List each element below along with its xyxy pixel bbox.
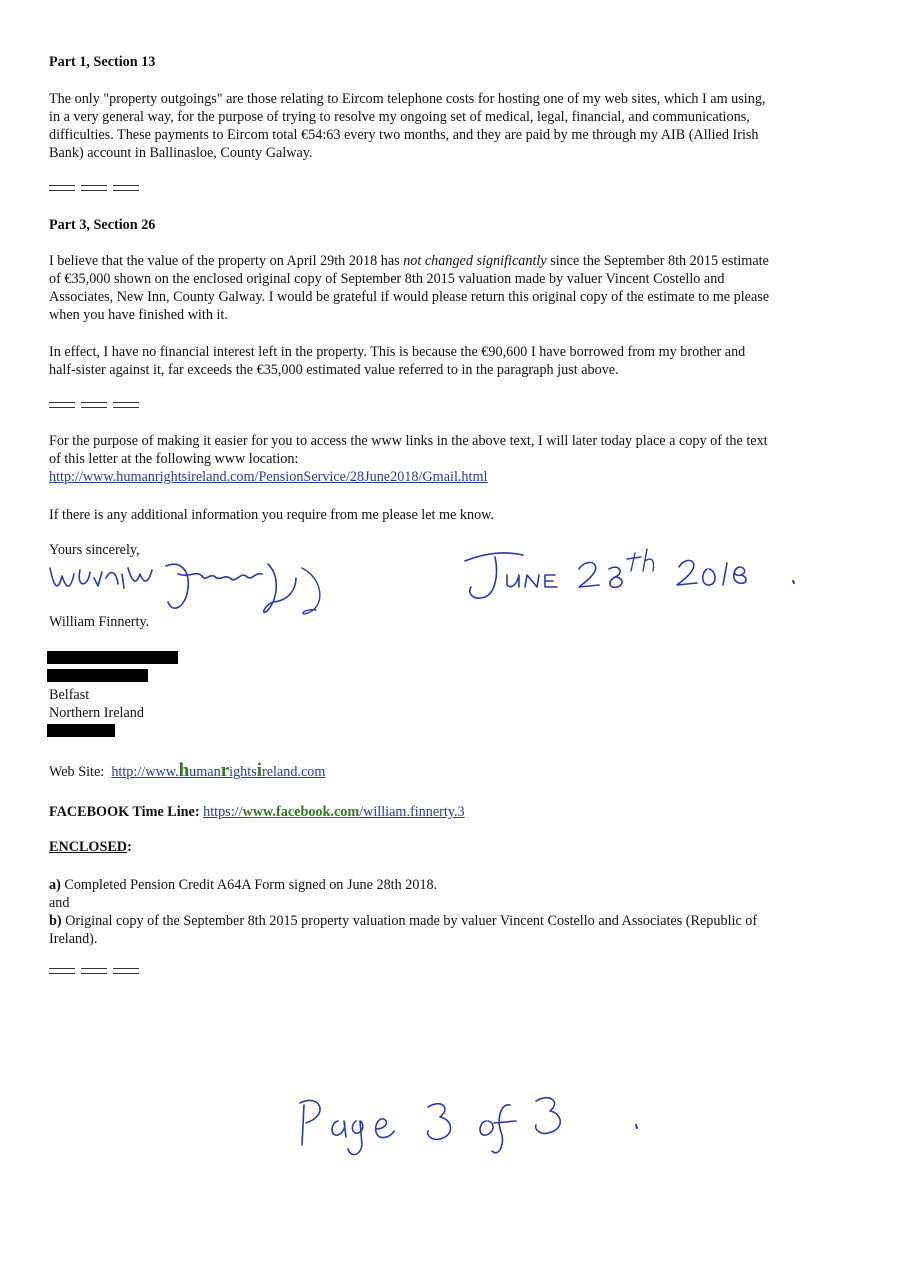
links-note-line-1: For the purpose of making it easier for you to access the www links in the above text, I will later today place a copy of the text — [49, 433, 768, 449]
enclosed-list — [49, 876, 869, 948]
part3-p1-line1-before: I believe that the value of the property on April 29th 2018 has — [49, 253, 404, 269]
website-url-prefix: http://www. — [111, 764, 179, 780]
website-letter-r: r — [220, 760, 230, 781]
enclosed-and: and — [49, 895, 70, 911]
part3-heading: Part 3, Section 26 — [49, 217, 156, 233]
enclosed-item-b-label: b) — [49, 913, 62, 929]
separator-1 — [49, 185, 139, 191]
part3-p1-line-3: Associates, New Inn, County Galway. I would be grateful if would please return this original copy of the estimate to me please — [49, 289, 770, 305]
part3-p1-line1-after: since the September 8th 2015 estimate — [546, 253, 769, 269]
part1-line-2: in a very general way, for the purpose of trying to resolve my ongoing set of medical, legal, financial, and communications, — [49, 109, 750, 125]
links-note-line-2: of this letter at the following www location: — [49, 451, 299, 467]
website-letter-i: i — [256, 760, 262, 781]
website-link[interactable] — [111, 760, 326, 781]
redaction-bar-1 — [47, 651, 178, 664]
handwritten-date — [395, 545, 815, 615]
separator-3 — [49, 968, 139, 974]
website-part-reland: reland.com — [262, 764, 326, 780]
website-part-uman: uman — [189, 764, 221, 780]
part3-paragraph-2 — [49, 343, 869, 379]
enclosed-heading: ENCLOSED — [49, 839, 128, 855]
part3-p2-line-2: half-sister against it, far exceeds the €35,000 estimated value referred to in the paragraph just above. — [49, 362, 619, 378]
part1-heading: Part 1, Section 13 — [49, 54, 156, 70]
redaction-bar-3 — [47, 724, 115, 737]
handwritten-page-note — [290, 1085, 650, 1165]
enclosed-item-b-line1: Original copy of the September 8th 2015 property valuation made by valuer Vincent Costello and Associates (Republic of — [61, 913, 758, 929]
enclosed-item-a-label: a) — [49, 877, 61, 893]
separator-2 — [49, 402, 139, 408]
facebook-url-suffix: /william.finnerty.3 — [359, 804, 465, 820]
facebook-line — [49, 803, 869, 821]
website-label: Web Site: — [49, 764, 105, 780]
part1-line-4: Bank) account in Ballinasloe, County Galway. — [49, 145, 313, 161]
facebook-url-prefix: https:// — [203, 804, 243, 820]
signature-name: William Finnerty. — [49, 614, 150, 630]
additional-info-text: If there is any additional information you require from me please let me know. — [49, 507, 495, 523]
facebook-link[interactable] — [203, 804, 465, 820]
links-note-paragraph — [49, 432, 869, 486]
enclosed-item-a-text: Completed Pension Credit A64A Form signed on June 28th 2018. — [60, 877, 438, 893]
website-part-ights: ights — [229, 764, 257, 780]
part3-p1-line-2: of €35,000 shown on the enclosed original copy of September 8th 2015 valuation made by valuer Vincent Costello and — [49, 271, 725, 287]
part3-paragraph-1 — [49, 252, 869, 324]
letter-copy-link[interactable]: http://www.humanrightsireland.com/PensionService/28June2018/Gmail.html — [49, 469, 488, 485]
address-region: Northern Ireland — [49, 705, 144, 721]
part1-line-1: The only "property outgoings" are those relating to Eircom telephone costs for hosting one of my web sites, which I am using, — [49, 91, 766, 107]
facebook-label: FACEBOOK Time Line: — [49, 804, 200, 820]
part3-p1-line-4: when you have finished with it. — [49, 307, 228, 323]
redaction-bar-2 — [47, 669, 148, 682]
enclosed-heading-line — [49, 838, 869, 856]
facebook-url-domain: www.facebook.com — [242, 804, 360, 820]
enclosed-colon: : — [127, 839, 132, 855]
enclosed-item-b-line2: Ireland). — [49, 931, 98, 947]
part1-line-3: difficulties. These payments to Eircom total €54:63 every two months, and they are paid by me through my AIB (Allied Irish — [49, 127, 759, 143]
website-letter-h: h — [178, 760, 190, 781]
part1-paragraph — [49, 90, 869, 162]
closing-text: Yours sincerely, — [49, 542, 140, 558]
part3-p2-line-1: In effect, I have no financial interest left in the property. This is because the €90,600 I have borrowed from my brother and — [49, 344, 746, 360]
part3-p1-italic: not changed significantly — [403, 253, 547, 269]
address-city: Belfast — [49, 687, 90, 703]
website-line — [49, 762, 869, 781]
